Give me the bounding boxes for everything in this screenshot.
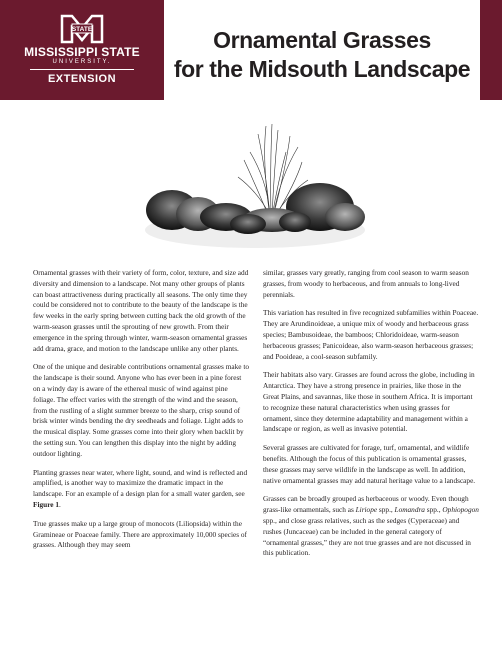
body-column-left bbox=[33, 268, 249, 559]
paragraph-text: Planting grasses near water, where light, sound, and wind is reflected and amplified, is another way to maximize the dramatic impact in the landscape. For an example of a design plan for a small water garden, see bbox=[33, 467, 248, 499]
paragraph: Their habitats also vary. Grasses are found across the globe, including in Antarctica. They have a strong presence in prairies, like those in the Great Plains, and savannas, like those in southern Africa. It is important to recognize these natural characteristics when using grasses for ornament, since they determine adaptability and management within a landscape or region, as well as invasive potential. bbox=[263, 370, 475, 434]
logo-university-subline: UNIVERSITY. bbox=[52, 59, 112, 65]
paragraph-text: spp., bbox=[377, 505, 395, 515]
paragraph-text: Grasses can be broadly grouped as herbaceous or woody. Even though grass-like ornamentals, such as bbox=[263, 494, 469, 515]
logo-extension: EXTENSION bbox=[47, 73, 117, 85]
document-title bbox=[164, 26, 480, 84]
paragraph: One of the unique and desirable contributions ornamental grasses make to the landscape is their sound. Anyone who has ever been in a pine forest on a windy day is aware of the ethereal music of wind against pine foliage. The effect varies with the strength of the wind and the season, from the rustling of a slight summer breeze to the sharp, crisp sound of brisk winter winds bending the dry seedheads and foliage. Light adds to the musical display. Some grasses come into their glory when backlit by the setting sun. You can lengthen this display into the night by adding outdoor lighting. bbox=[33, 362, 250, 458]
logo-divider bbox=[30, 69, 134, 70]
paragraph: This variation has resulted in five recognized subfamilies within Poaceae. They are Arundinoideae, a unique mix of woody and herbaceous grass species; Bambusoideae, the bamboos; Chloridoideae, warm-season herbaceous grasses; Panicoideae, also warm-season herbaceous grasses; and Pooideae, a cool-season subfamily. bbox=[263, 308, 479, 361]
ornamental-grass-garden-illustration bbox=[140, 122, 370, 257]
paragraph-text: . bbox=[59, 499, 61, 509]
paragraph: Ornamental grasses with their variety of form, color, texture, and size add diversity and dimension to a landscape. Not many other groups of plants can boast attractiveness during practically all seasons. The only time they could be considered not to contribute to the beauty of the landscape is the few weeks in the early spring between cutting back the old growth of the warm-season grasses until the sprouting of new growth. From their emergence in the spring through winter, warm-season ornamental grasses add drama, grace, and motion to the landscape unlike any other plants. bbox=[33, 268, 249, 353]
title-line-1: Ornamental Grasses bbox=[213, 27, 431, 53]
msu-shield-icon bbox=[60, 14, 104, 44]
paragraph bbox=[33, 468, 249, 511]
paragraph-text: spp., and close grass relatives, such as the sedges (Cyperaceae) and rushes (Juncaceae) can be included in the general category of “ornamental grasses,” they are not true grasses and are not discussed in this publication. bbox=[263, 515, 471, 558]
genus-name: Lomandra bbox=[394, 505, 425, 515]
title-line-2: for the Midsouth Landscape bbox=[173, 56, 471, 82]
genus-name: Liriope bbox=[355, 505, 378, 515]
paragraph: similar, grasses vary greatly, ranging from cool season to warm season grasses, from woody to herbaceous, and from annuals to long-lived perennials. bbox=[263, 268, 469, 299]
genus-name: Ophiopogon bbox=[442, 505, 479, 515]
paragraph: Several grasses are cultivated for forage, turf, ornamental, and wildlife benefits. Although the focus of this publication is ornamental grasses, these grasses may serve wildlife in the landscape as well. In addition, native ornamental grasses may add natural heritage value to a landscape. bbox=[263, 443, 476, 485]
paragraph-text: spp., bbox=[424, 505, 443, 515]
paragraph bbox=[263, 494, 479, 559]
figure-reference: Figure 1 bbox=[33, 499, 60, 509]
header-maroon-band-right bbox=[480, 0, 502, 100]
msu-extension-logo bbox=[0, 0, 164, 100]
shield-text: STATE bbox=[71, 26, 93, 34]
body-column-right bbox=[263, 268, 479, 567]
paragraph: True grasses make up a large group of monocots (Liliopsida) within the Gramineae or Poaceae family. There are approximately 10,000 species of grasses. Although they may seem bbox=[33, 518, 247, 550]
logo-university-name: MISSISSIPPI STATE bbox=[24, 45, 140, 59]
